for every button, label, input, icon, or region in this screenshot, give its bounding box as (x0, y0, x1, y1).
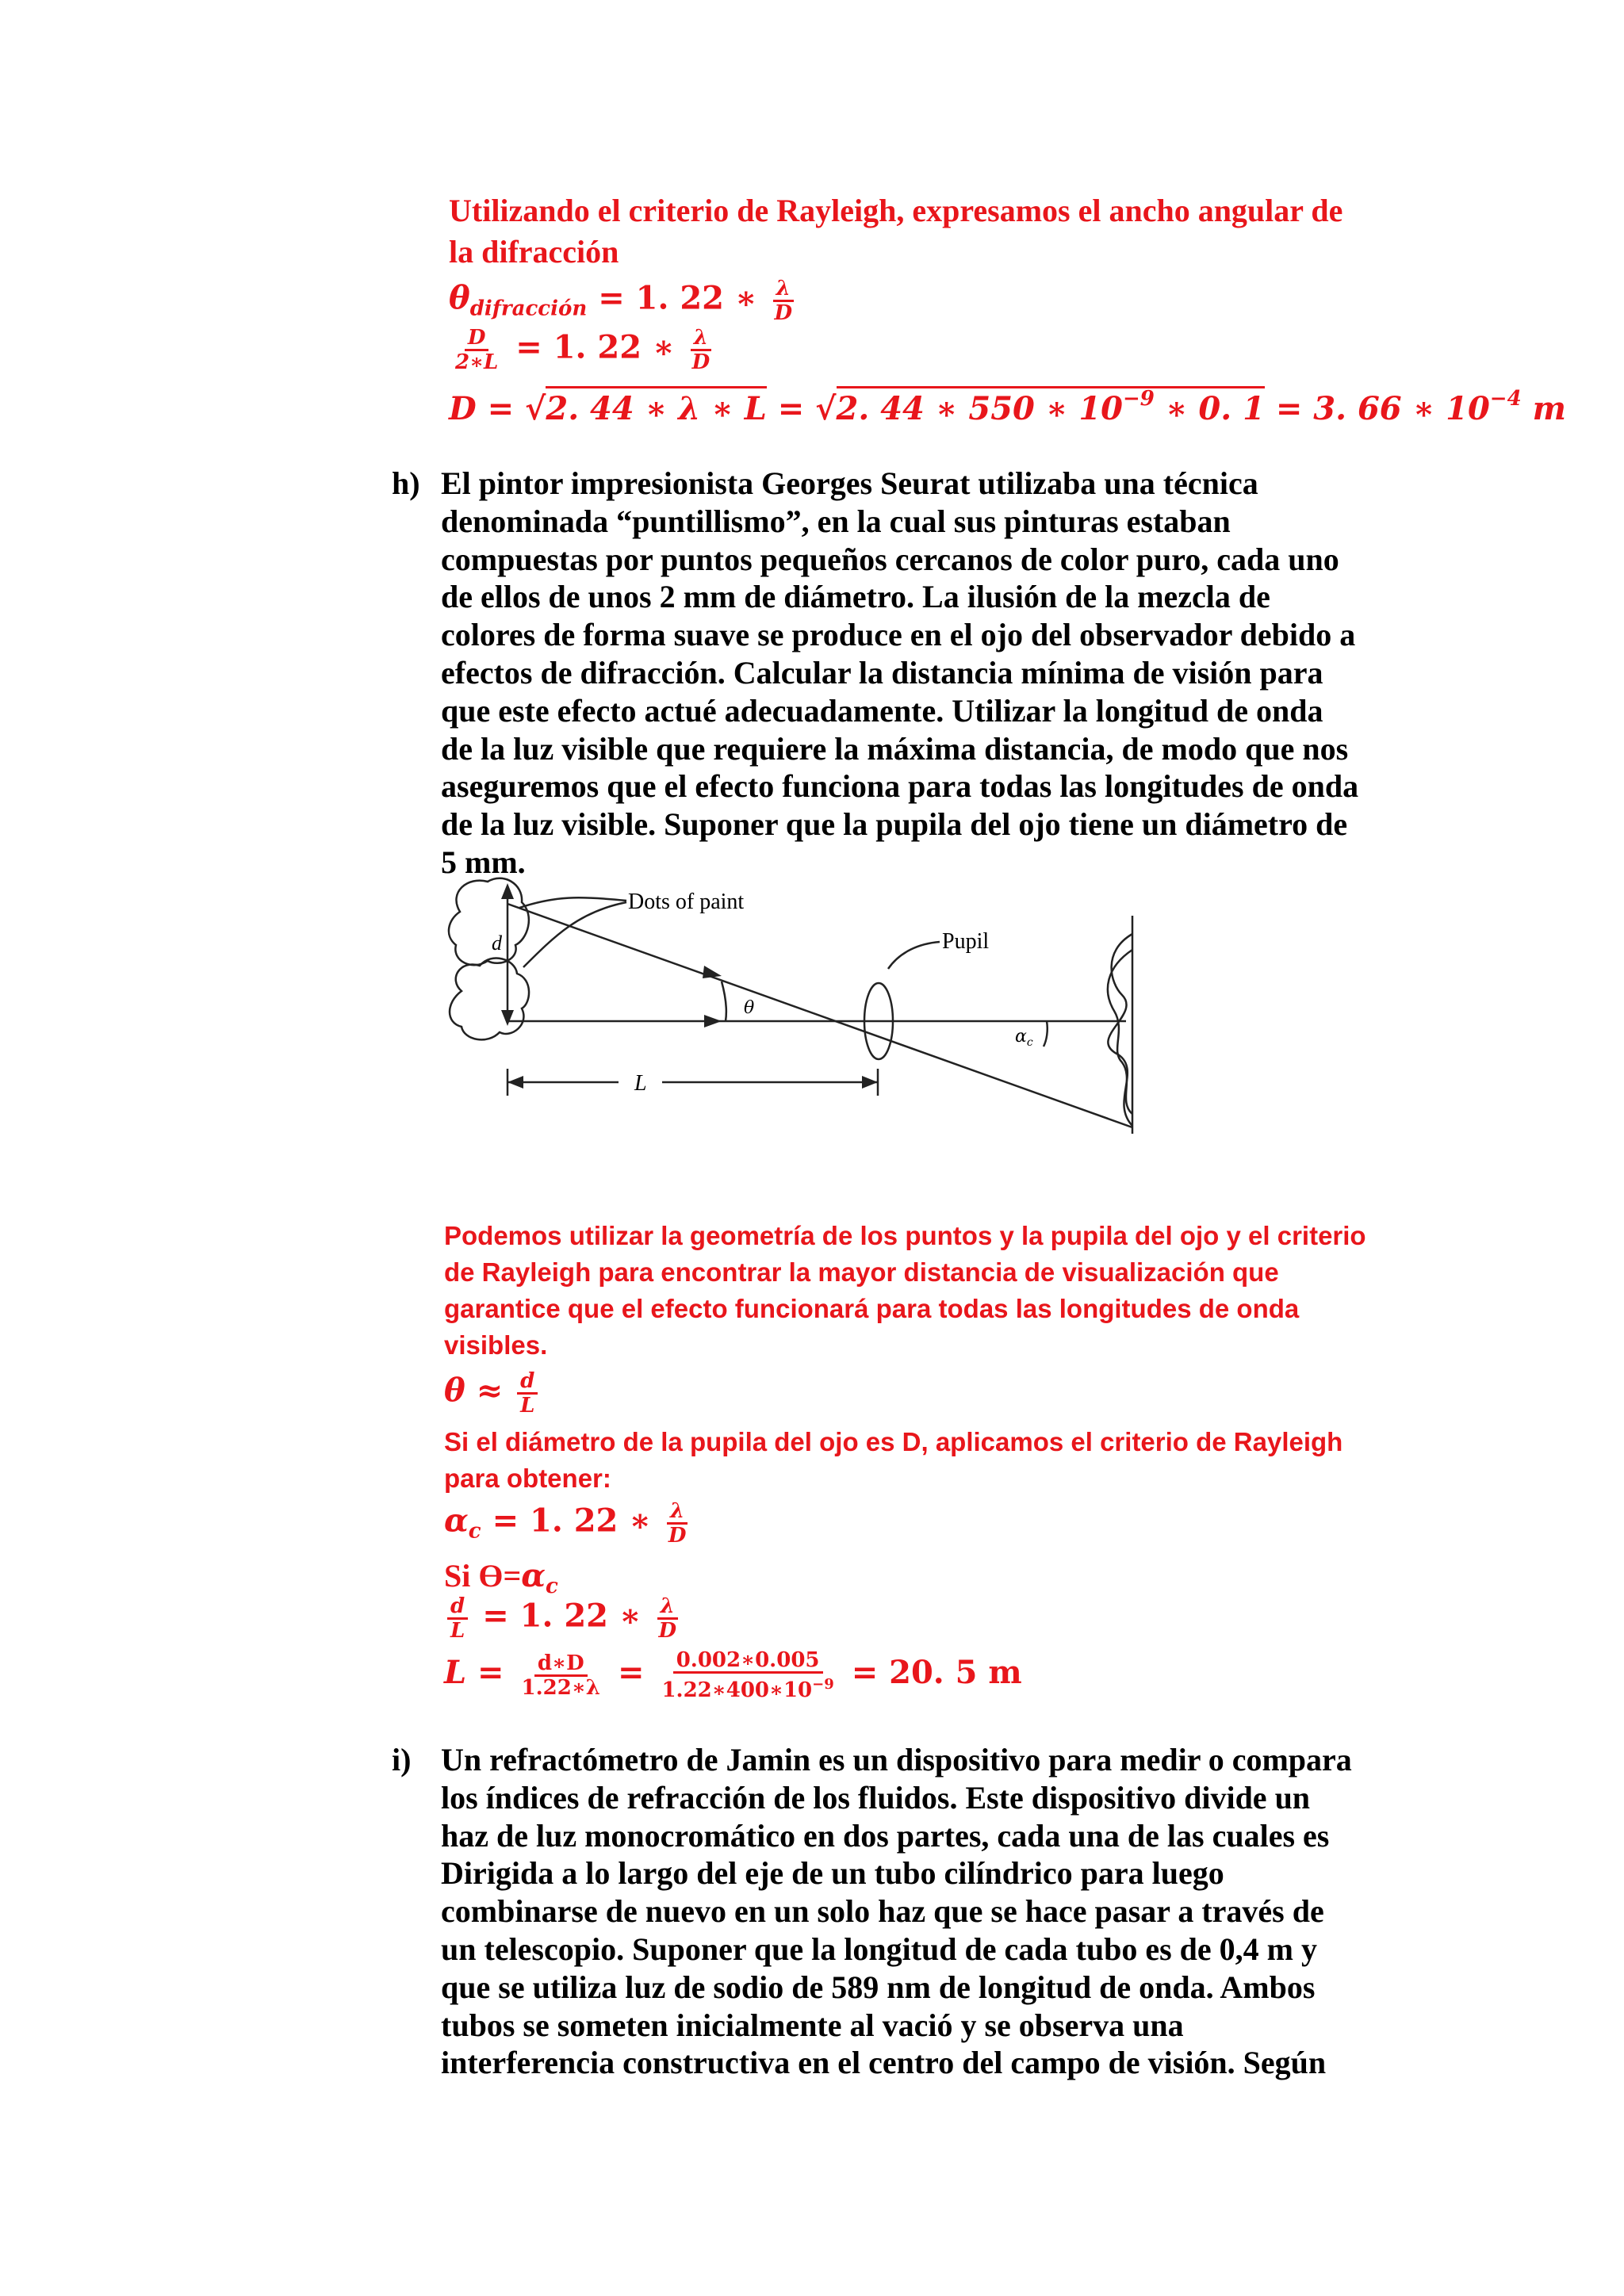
problem-h-text: El pintor impresionista Georges Seurat utilizaba una técnica denominada “puntillismo”, en la cual sus pinturas estaban compuestas por puntos pequeños cercanos de color puro, cada uno de ellos de unos 2 mm de diámetro. La ilusión de la mezcla de colores de forma suave se produce en el ojo del observador debido a efectos de difracción. Calcular la distancia mínima de visión para que este efecto actué adecuadamente. Utilizar la longitud de onda de la luz visible que requiere la máxima distancia, de modo que nos aseguremos que el efecto funciona para todas las longitudes de onda de la luz visible. Suponer que la pupila del ojo tiene un diámetro de 5 mm. (441, 465, 1359, 880)
dots-of-paint-label: Dots of paint (628, 890, 745, 914)
solution-h: Podemos utilizar la geometría de los puntos y la pupila del ojo y el criterio de Rayleigh para encontrar la mayor distancia de visualización que garantice que el efecto funcionará para todas las longitudes de onda visibles. (444, 1221, 1366, 1360)
solution-h-paragraph2: Si el diámetro de la pupila del ojo es D, aplicamos el criterio de Rayleigh para obtener: (444, 1427, 1343, 1493)
equation-d-result: D = √2. 44 ∗ λ ∗ L = √2. 44 ∗ 550 ∗ $10^{-9}$ ∗ 0. 1 = 3. 66 ∗ $10^{-4}$ m (449, 387, 1566, 427)
intro-line: Utilizando el criterio de Rayleigh, expresamos el ancho angular de (449, 193, 1343, 228)
L-label: L (634, 1071, 647, 1096)
equation-L-result: L = $\frac{d∗D}{1.22∗\lambda}$ = $\frac{0.002∗0.005}{1.22∗400∗10^{-9}}$ = 20. 5 m (444, 1648, 1022, 1702)
problem-i-label: i) (392, 1742, 412, 1777)
equation-theta-diffraction: $\theta_{difracción} = 1$. 22 ∗ $\frac{\lambda}{D}$ (449, 277, 793, 325)
theta-label: θ (744, 998, 755, 1018)
paint-dot-lower (450, 959, 529, 1040)
alpha-c-label: $\alpha_c$ (1015, 1027, 1033, 1049)
intro-line: la difracción (449, 234, 619, 270)
equation-d-over-l: $\frac{d}{L}$ = 1. 22 ∗ $\frac{\lambda}{D}$ (444, 1595, 683, 1642)
pupil-label: Pupil (942, 929, 990, 954)
diffraction-diagram (444, 872, 1158, 1158)
equation-d-over-2l: $\frac{D}{2∗L}$ = 1. 22 ∗ $\frac{\lambda}{D}$ (455, 326, 710, 374)
d-label: d (492, 932, 502, 955)
problem-h-label: h) (392, 465, 420, 501)
intro-text (449, 190, 1400, 273)
paint-dot-upper (449, 878, 529, 965)
equation-theta-approx: θ ≈ $\frac{d}{L}$ (444, 1370, 541, 1417)
equation-alpha-c: $\alpha_c = 1$. 22 ∗ $\frac{\lambda}{D}$ (444, 1499, 687, 1548)
si-theta-line: Si $ϴ=\alpha_c$ (444, 1557, 558, 1598)
problem-i-text: Un refractómetro de Jamin es un dispositivo para medir o compara los índices de refracción de los fluidos. Este dispositivo divide un haz de luz monocromático en dos partes, cada una de las cuales es Dirigida a lo largo del eje de un tubo cilíndrico para luego combinarse de nuevo en un solo haz que se hace pasar a través de un telescopio. Suponer que la longitud de cada tubo es de 0,4 m y que se utiliza luz de sodio de 589 nm de longitud de onda. Ambos tubos se someten inicialmente al vació y se observa una interferencia constructiva en el centro del campo de visión. Según (441, 1742, 1352, 2081)
